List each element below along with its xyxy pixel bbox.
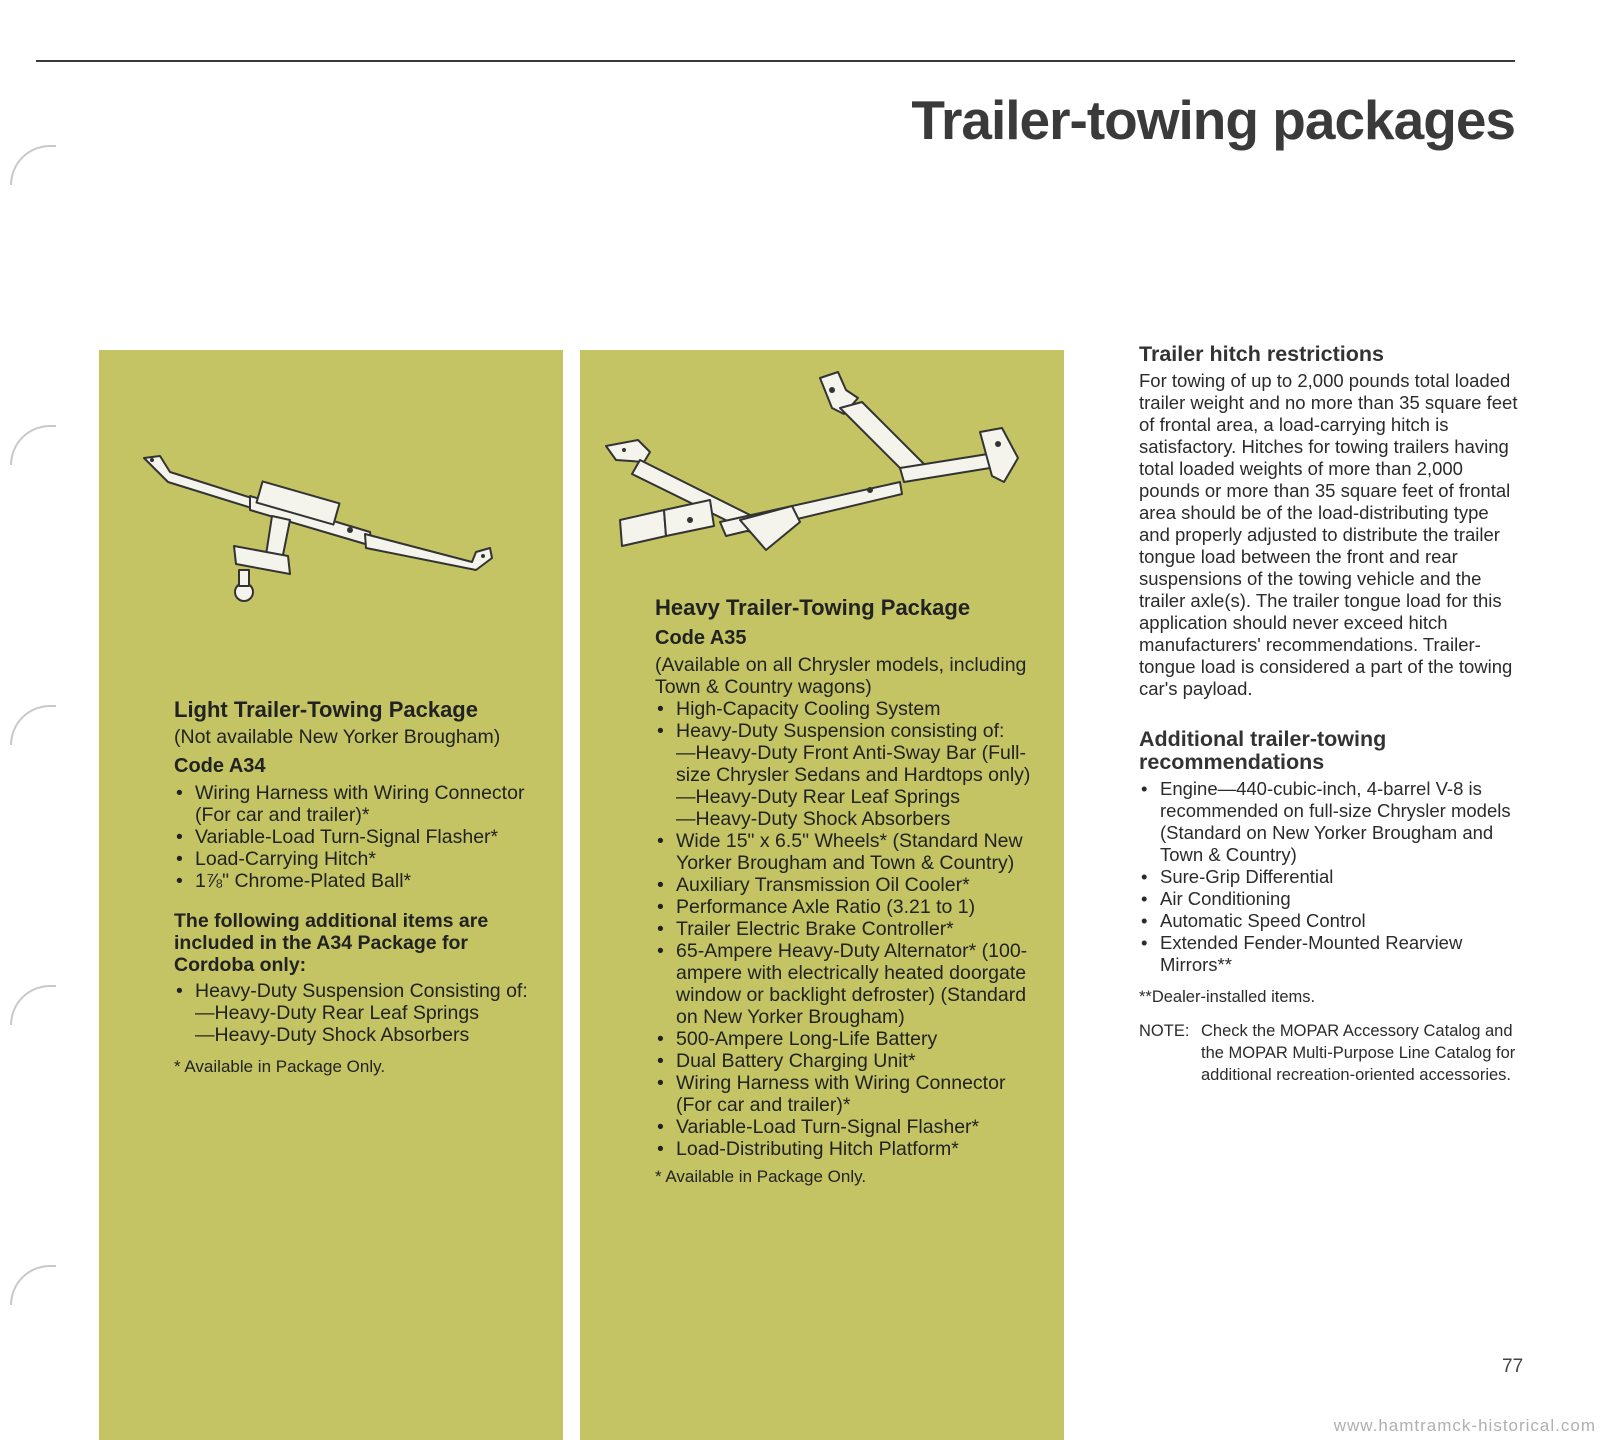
heavy-package-text bbox=[655, 596, 1035, 1205]
list-item bbox=[174, 980, 534, 1046]
list-item: • Extended Fender-Mounted Rearview Mirrors** bbox=[1139, 932, 1519, 976]
list-subitem: —Heavy-Duty Rear Leaf Springs bbox=[195, 1002, 479, 1024]
list-item: • Air Conditioning bbox=[1139, 888, 1519, 910]
list-subitem: —Heavy-Duty Rear Leaf Springs bbox=[676, 786, 960, 808]
list-item: • Wide 15" x 6.5" Wheels* (Standard New Yorker Brougham and Town & Country) bbox=[655, 830, 1035, 874]
page-number: 77 bbox=[1502, 1356, 1524, 1377]
heavy-package-code: Code A35 bbox=[655, 627, 747, 649]
light-package-availability: (Not available New Yorker Brougham) bbox=[174, 726, 501, 748]
binder-hole bbox=[10, 985, 56, 1025]
list-item: • Variable-Load Turn-Signal Flasher* bbox=[655, 1116, 1035, 1138]
heavy-package-list bbox=[655, 698, 1035, 1160]
list-item: • Wiring Harness with Wiring Connector (For car and trailer)* bbox=[174, 782, 534, 826]
dealer-footnote: **Dealer-installed items. bbox=[1139, 988, 1316, 1006]
list-item bbox=[655, 720, 1035, 830]
light-package-list bbox=[174, 782, 534, 892]
heavy-package-footnote: * Available in Package Only. bbox=[655, 1167, 867, 1186]
right-column bbox=[1139, 343, 1519, 1086]
light-package-title: Light Trailer-Towing Package bbox=[174, 697, 478, 722]
list-subitem: —Heavy-Duty Shock Absorbers bbox=[195, 1024, 470, 1046]
list-item: • High-Capacity Cooling System bbox=[655, 698, 1035, 720]
list-item: • Trailer Electric Brake Controller* bbox=[655, 918, 1035, 940]
light-package-code: Code A34 bbox=[174, 755, 266, 777]
list-item: • Automatic Speed Control bbox=[1139, 910, 1519, 932]
restrictions-heading: Trailer hitch restrictions bbox=[1139, 342, 1384, 366]
heavy-hitch-illustration bbox=[600, 370, 1040, 570]
light-package-footnote: * Available in Package Only. bbox=[174, 1057, 386, 1076]
restrictions-body: For towing of up to 2,000 pounds total loaded trailer weight and no more than 35 square feet of frontal area, a load-carrying hitch is satisfactory. Hitches for towing trailers having total loaded weights of more than 2,000 pounds or more than 35 square feet of frontal area should be of the load-distributing type and properly adjusted to distribute the trailer tongue load between the front and rear suspensions of the towing vehicle and the trailer axle(s). The trailer tongue load for this application should never exceed hitch manufacturers' recommendations. Trailer-tongue load is considered a part of the towing car's payload. bbox=[1139, 370, 1518, 699]
list-item: • 1⅞" Chrome-Plated Ball* bbox=[174, 870, 534, 892]
header-rule bbox=[36, 60, 1515, 62]
list-item: • Wiring Harness with Wiring Connector (For car and trailer)* bbox=[655, 1072, 1035, 1116]
list-item: • Variable-Load Turn-Signal Flasher* bbox=[174, 826, 534, 848]
list-item-text: Heavy-Duty Suspension Consisting of: bbox=[195, 980, 528, 1002]
watermark: www.hamtramck-historical.com bbox=[1333, 1416, 1596, 1435]
heavy-package-title: Heavy Trailer-Towing Package bbox=[655, 595, 971, 620]
list-item-text: Heavy-Duty Suspension consisting of: bbox=[676, 720, 1005, 742]
list-item: • Engine—440-cubic-inch, 4-barrel V-8 is recommended on full-size Chrysler models (Standard on New Yorker Brougham and Town & Country) bbox=[1139, 778, 1519, 866]
list-item: • Load-Carrying Hitch* bbox=[174, 848, 534, 870]
list-item: • 65-Ampere Heavy-Duty Alternator* (100-ampere with electrically heated doorgate window or backlight defroster) (Standard on New Yorker Brougham) bbox=[655, 940, 1035, 1028]
binder-hole bbox=[10, 705, 56, 745]
list-item: • Dual Battery Charging Unit* bbox=[655, 1050, 1035, 1072]
heavy-package-availability: (Available on all Chrysler models, including Town & Country wagons) bbox=[655, 654, 1027, 698]
note-text: Check the MOPAR Accessory Catalog and the MOPAR Multi-Purpose Line Catalog for additional recreation-oriented accessories. bbox=[1201, 1022, 1516, 1084]
binder-hole bbox=[10, 145, 56, 185]
list-subitem: —Heavy-Duty Shock Absorbers bbox=[676, 808, 951, 830]
light-hitch-illustration bbox=[140, 452, 510, 622]
light-package-text bbox=[174, 698, 534, 1095]
list-item: • 500-Ampere Long-Life Battery bbox=[655, 1028, 1035, 1050]
recommendations-heading: Additional trailer-towing recommendations bbox=[1139, 727, 1387, 774]
list-item: • Load-Distributing Hitch Platform* bbox=[655, 1138, 1035, 1160]
binder-hole bbox=[10, 1265, 56, 1305]
list-item: • Performance Axle Ratio (3.21 to 1) bbox=[655, 896, 1035, 918]
list-item: • Auxiliary Transmission Oil Cooler* bbox=[655, 874, 1035, 896]
page-title: Trailer-towing packages bbox=[911, 89, 1515, 151]
list-subitem: —Heavy-Duty Front Anti-Sway Bar (Full-size Chrysler Sedans and Hardtops only) bbox=[676, 742, 1031, 786]
list-item: • Sure-Grip Differential bbox=[1139, 866, 1519, 888]
cordoba-additional-heading: The following additional items are included in the A34 Package for Cordoba only: bbox=[174, 910, 489, 976]
mopar-note bbox=[1139, 1020, 1519, 1086]
cordoba-additional-list bbox=[174, 980, 534, 1046]
recommendations-list bbox=[1139, 778, 1519, 976]
note-label: NOTE: bbox=[1139, 1022, 1190, 1040]
binder-hole bbox=[10, 425, 56, 465]
